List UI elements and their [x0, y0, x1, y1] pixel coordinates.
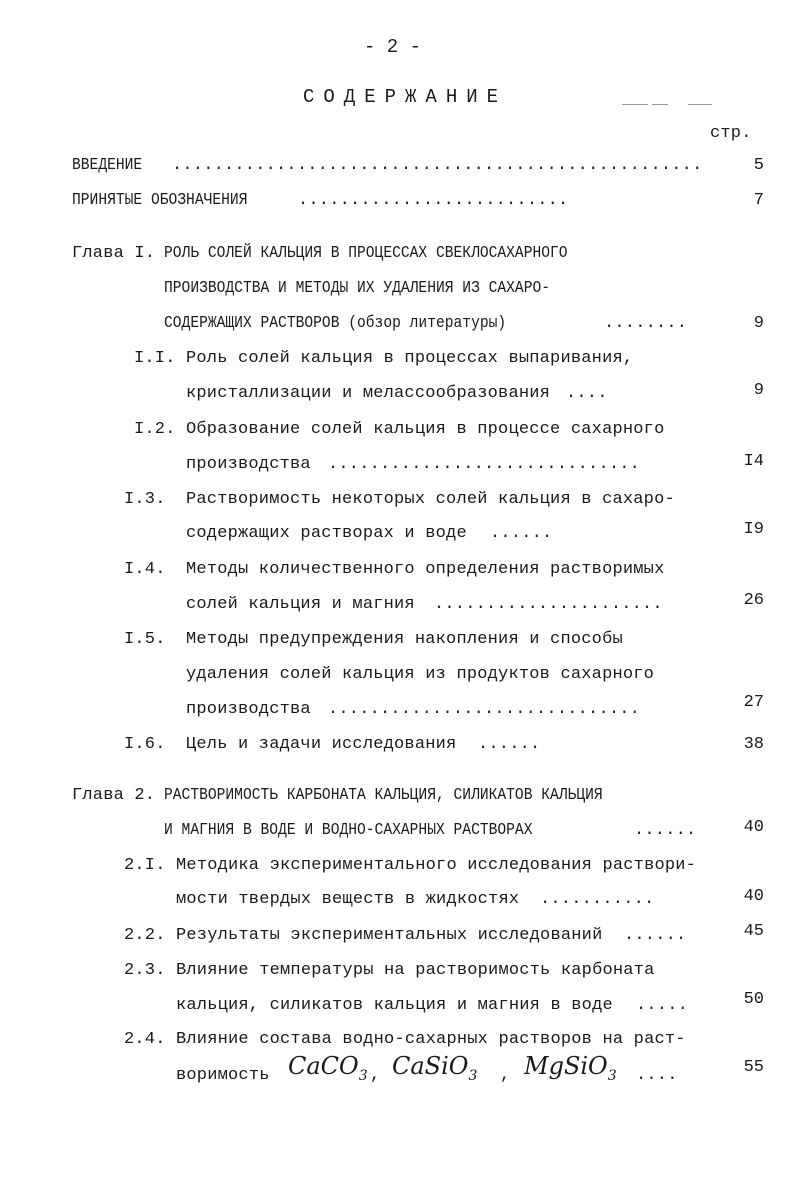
leader-dots: ................................................... [172, 156, 703, 175]
section-prefix: I.6. [124, 735, 166, 754]
toc-entry-line: ПРОИЗВОДСТВА И МЕТОДЫ ИХ УДАЛЕНИЯ ИЗ САХАРО- [164, 279, 551, 298]
toc-entry-line: СОДЕРЖАЩИХ РАСТВОРОВ (обзор литературы) [164, 314, 507, 333]
toc-entry-label: ВВЕДЕНИЕ [72, 156, 143, 175]
toc-entry-line: Результаты экспериментальных исследований [176, 926, 603, 945]
toc-entry-line: производства [186, 455, 311, 474]
formula-mgsio3: MgSiO$_3$ [524, 1052, 617, 1084]
toc-page-number: 26 [743, 591, 764, 610]
toc-page-number: 40 [743, 887, 764, 906]
leader-dots: .......................... [298, 191, 569, 210]
toc-page-number: 7 [753, 191, 764, 210]
formula-casio3: CaSiO$_3$ [392, 1052, 478, 1084]
toc-entry-line: солей кальция и магния [186, 595, 415, 614]
section-prefix: 2.3. [124, 961, 166, 980]
leader-dots: ...... [478, 735, 541, 754]
toc-page-number: I9 [743, 520, 764, 539]
toc-entry-line: Роль солей кальция в процессах выпаривания, [186, 349, 634, 368]
toc-entry-line: кристаллизации и мелассообразования [186, 384, 551, 403]
section-prefix: I.3. [124, 490, 166, 509]
leader-dots: ...... [634, 821, 697, 840]
section-prefix: 2.4. [124, 1030, 166, 1049]
scan-speck [652, 104, 668, 105]
toc-entry-line: Образование солей кальция в процессе сахарного [186, 420, 665, 439]
toc-entry-line: Влияние состава водно-сахарных растворов на раст- [176, 1030, 686, 1049]
toc-entry-line: Методы предупреждения накопления и способы [186, 630, 623, 649]
leader-dots: ........... [540, 890, 655, 909]
toc-entry-line: воримость [176, 1066, 270, 1085]
toc-page-number: 38 [743, 735, 764, 754]
toc-entry-line: удаления солей кальция из продуктов сахарного [186, 665, 655, 684]
scan-speck [688, 104, 712, 105]
toc-page-number: 40 [743, 818, 764, 837]
section-prefix: I.4. [124, 560, 166, 579]
toc-page-number: 9 [753, 381, 764, 400]
toc-page-number: 55 [743, 1058, 764, 1077]
toc-entry-line: Цель и задачи исследования [186, 735, 457, 754]
section-prefix: 2.I. [124, 856, 166, 875]
formula-separator: , [500, 1066, 511, 1085]
toc-entry-line: мости твердых веществ в жидкостях [176, 890, 520, 909]
toc-page-number: 9 [753, 314, 764, 333]
section-prefix: I.I. [134, 349, 176, 368]
toc-entry-line: Методы количественного определения растворимых [186, 560, 665, 579]
toc-entry-line: Влияние температуры на растворимость карбоната [176, 961, 655, 980]
page-title: СОДЕРЖАНИЕ [303, 86, 508, 108]
leader-dots: ...... [490, 524, 553, 543]
toc-page-number: 50 [743, 990, 764, 1009]
formula-caco3: CaCO$_3$ [288, 1052, 368, 1084]
page-number: - 2 - [364, 36, 422, 58]
leader-dots: ...... [624, 926, 687, 945]
toc-entry-line: РАСТВОРИМОСТЬ КАРБОНАТА КАЛЬЦИЯ, СИЛИКАТОВ КАЛЬЦИЯ [164, 786, 603, 805]
toc-entry-line: И МАГНИЯ В ВОДЕ И ВОДНО-САХАРНЫХ РАСТВОРАХ [164, 821, 533, 840]
section-prefix: 2.2. [124, 926, 166, 945]
leader-dots: .............................. [328, 455, 641, 474]
toc-page-number: 45 [743, 922, 764, 941]
leader-dots: ...................... [434, 595, 663, 614]
toc-entry-line: содержащих растворах и воде [186, 524, 467, 543]
toc-entry-label: ПРИНЯТЫЕ ОБОЗНАЧЕНИЯ [72, 191, 248, 210]
section-prefix: I.2. [134, 420, 176, 439]
chapter-prefix: Глава 2. [72, 786, 156, 805]
leader-dots: .............................. [328, 700, 641, 719]
section-prefix: I.5. [124, 630, 166, 649]
toc-page-number: 27 [743, 693, 764, 712]
leader-dots: .... [636, 1066, 678, 1085]
leader-dots: ..... [636, 996, 689, 1015]
toc-page-number: 5 [753, 156, 764, 175]
toc-entry-line: кальция, силикатов кальция и магния в воде [176, 996, 613, 1015]
toc-entry-line: Растворимость некоторых солей кальция в сахаро- [186, 490, 675, 509]
formula-separator: , [370, 1066, 381, 1085]
toc-entry-line: Методика экспериментального исследования раствори- [176, 856, 697, 875]
page-column-label: стр. [710, 124, 752, 143]
chapter-prefix: Глава I. [72, 244, 156, 263]
leader-dots: .... [566, 384, 608, 403]
leader-dots: ........ [604, 314, 688, 333]
toc-page-number: I4 [743, 452, 764, 471]
toc-entry-line: РОЛЬ СОЛЕЙ КАЛЬЦИЯ В ПРОЦЕССАХ СВЕКЛОСАХАРНОГО [164, 244, 568, 263]
toc-entry-line: производства [186, 700, 311, 719]
scan-speck [622, 104, 648, 105]
